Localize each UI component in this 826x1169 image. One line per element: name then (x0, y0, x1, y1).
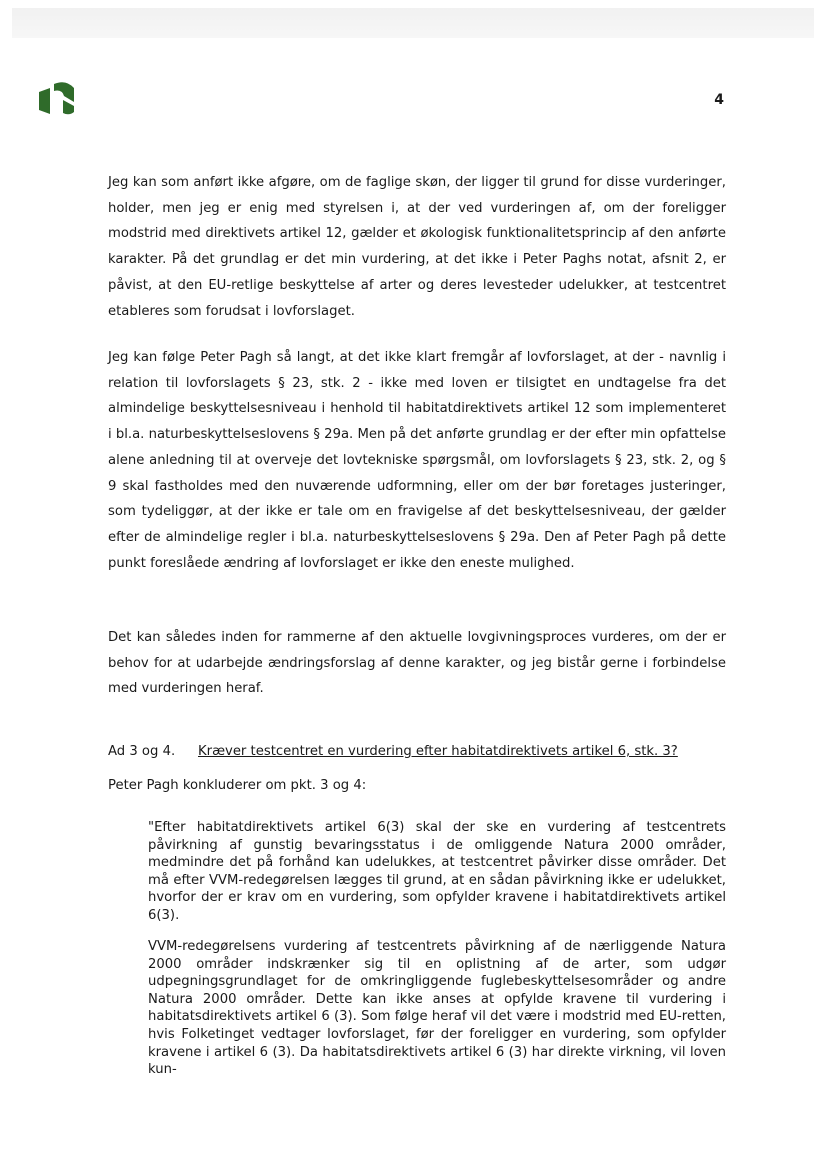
section-title: Kræver testcentret en vurdering efter habitatdirektivets artikel 6, stk. 3? (198, 744, 678, 759)
body-paragraph-3: Det kan således inden for rammerne af den aktuelle lovgivningsproces vurderes, om der er behov for at udarbejde ændringsforslag af denne karakter, og jeg bistår gerne i forbindelse med vurderingen heraf. (108, 630, 726, 697)
quote-paragraph-1: "Efter habitatdirektivets artikel 6(3) skal der ske en vurdering af testcentrets påvirkning af gunstig bevaringsstatus i de omliggende Natura 2000 områder, medmindre det på forhånd kan udelukkes, at testcentret påvirker disse områder. Det må efter VVM-redegørelsen lægges til grund, at en sådan påvirkning ikke er udelukket, hvorfor der er krav om en vurdering, som opfylder kravene i habitatdirektivets artikel 6(3). (148, 820, 726, 923)
logo-icon (36, 80, 78, 118)
body-paragraph-2: Jeg kan følge Peter Pagh så langt, at det ikke klart fremgår af lovforslaget, at der - navnlig i relation til lovforslagets § 23, stk. 2 - ikke med loven er tilsigtet en undtagelse fra det almindelige beskyttelsesniveau i henhold til habitatdirektivets artikel 12 som implementeret i bl.a. naturbeskyttelseslovens § 29a. Men på det anførte grundlag er der efter min opfattelse alene anledning til at overveje det lovtekniske spørgsmål, om lovforslagets § 23, stk. 2, og § 9 skal fastholdes med den nuværende udformning, eller om der bør foretages justeringer, som tydeliggør, at der ikke er tale om en fravigelse af det beskyttelsesniveau, der gælder efter de almindelige regler i bl.a. naturbeskyttelseslovens § 29a. Den af Peter Pagh på dette punkt foreslåede ændring af lovforslaget er ikke den eneste mulighed. (108, 350, 726, 571)
scan-shadow-band (12, 8, 814, 38)
section-lead: Peter Pagh konkluderer om pkt. 3 og 4: (108, 778, 367, 793)
page-number: 4 (714, 92, 724, 108)
section-number: Ad 3 og 4. (108, 744, 176, 759)
quote-paragraph-2: VVM-redegørelsens vurdering af testcentrets påvirkning af de nærliggende Natura 2000 områder indskrænker sig til en oplistning af de arter, som udgør udpegningsgrundlaget for de omkringliggende fuglebeskyttelsesområder og andre Natura 2000 områder. Dette kan ikke anses at opfylde kravene til vurdering i habitatsdirektivets artikel 6 (3). Som følge heraf vil det være i modstrid med EU-retten, hvis Folketinget vedtager lovforslaget, før der foreligger en vurdering, som opfylder kravene i artikel 6 (3). Da habitatsdirektivets artikel 6 (3) har direkte virkning, vil loven kun- (148, 939, 726, 1078)
body-paragraph-1: Jeg kan som anført ikke afgøre, om de faglige skøn, der ligger til grund for disse vurderinger, holder, men jeg er enig med styrelsen i, at der ved vurderingen af, om der foreligger modstrid med direktivets artikel 12, gælder et økologisk funktionalitetsprincip af den anførte karakter. På det grundlag er det min vurdering, at det ikke i Peter Paghs notat, afsnit 2, er påvist, at den EU-retlige beskyttelse af arter og deres levesteder udelukker, at testcentret etableres som forudsat i lovforslaget. (108, 175, 726, 319)
section-heading (108, 741, 726, 763)
